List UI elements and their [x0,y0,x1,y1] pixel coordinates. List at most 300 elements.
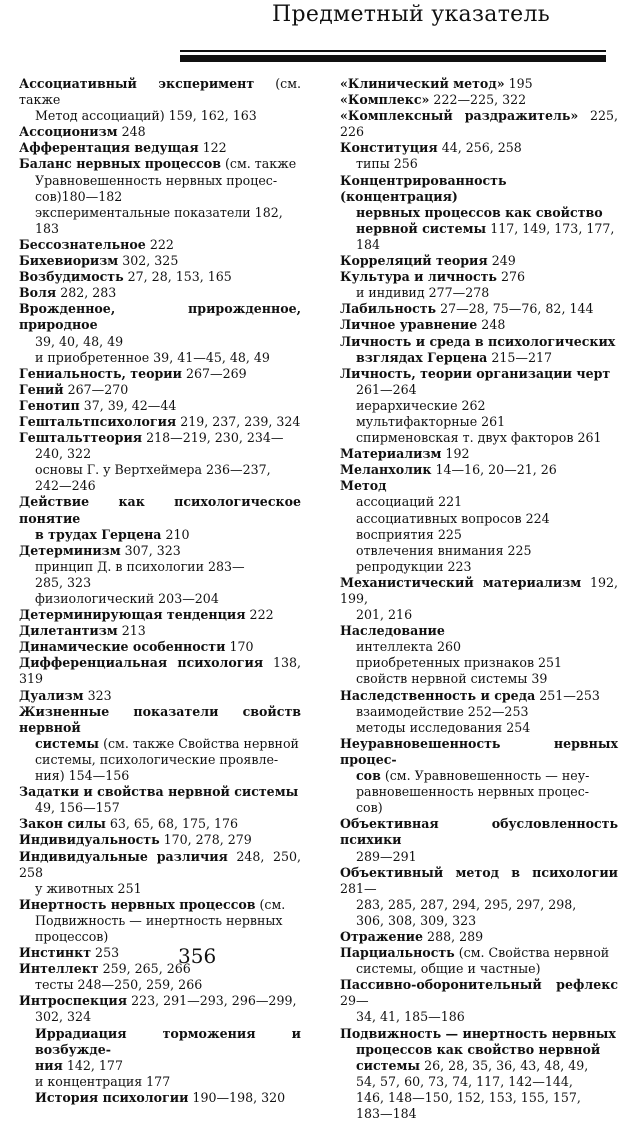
index-term: Неуравновешенность нервных процес- [340,735,618,767]
index-pages: 29— [340,993,369,1009]
header-rule-thin [180,50,606,52]
index-term: взглядах Герцена [356,349,488,365]
index-term: Гештальтпсихология [19,413,177,429]
index-term: Детерминизм [19,542,121,558]
index-term: Корреляций теория [340,253,488,269]
index-text: мультифакторные 261 [356,413,506,429]
index-text: 146, 148—150, 152, 153, 155, 157, [356,1089,581,1105]
page-title: Предметный указатель [272,2,551,27]
index-line [340,736,618,768]
index-text: процессов) [35,928,109,944]
index-entry [19,961,301,993]
index-line [340,688,618,704]
index-column-left [19,76,301,1106]
index-line [340,317,618,333]
index-pages: 170 [225,639,254,655]
index-pages: 192, 199, [340,574,618,606]
index-entry [19,382,301,398]
index-term: Индивидуальность [19,832,160,848]
index-entry [340,108,618,140]
index-pages: 288, 289 [423,928,484,944]
index-entry [340,253,618,269]
index-text: и концентрация 177 [35,1073,171,1089]
index-entry [340,301,618,317]
index-line [340,1090,618,1106]
index-term: Подвижность — инертность нервных [340,1025,616,1041]
index-term: Лабильность [340,301,437,317]
index-text: репродукции 223 [356,558,472,574]
index-term: процессов как свойство нервной [356,1041,601,1057]
index-entry [340,929,618,945]
index-line [340,623,618,639]
index-term: Врожденное, прирожденное, природное [19,301,301,333]
index-entry [19,124,301,140]
index-line [19,76,301,108]
index-term: Задатки и свойства нервной системы [19,784,299,800]
index-text: 201, 216 [356,607,413,623]
index-line [19,881,301,897]
index-line [340,961,618,977]
index-term: Жизненные показатели свойств нервной [19,703,301,735]
index-text: спирменовская т. двух факторов 261 [356,430,602,446]
index-term: История психологии [35,1089,189,1105]
index-line [19,1009,301,1025]
index-term: Меланхолик [340,462,432,478]
index-pages: 276 [496,269,526,285]
index-line [340,221,618,237]
index-line [340,366,618,382]
index-pages: (см. Уравновешенность — неу- [380,768,590,784]
index-pages: 222—225, 322 [429,92,527,108]
index-entry [340,334,618,366]
index-term: Культура и личность [340,269,497,285]
index-pages: 222 [245,607,274,623]
index-line [19,607,301,623]
index-term: Дилетантизм [19,623,118,639]
index-entry [19,269,301,285]
index-entry [19,607,301,623]
index-entry [19,832,301,848]
index-pages: 251—253 [535,687,600,703]
index-text: и приобретенное 39, 41—45, 48, 49 [35,349,270,365]
index-term: Личность, теории организации черт [340,365,611,381]
index-line [340,76,618,92]
index-term: Дуализм [19,687,84,703]
index-term: сов [356,768,381,784]
index-pages: 253 [91,945,120,961]
index-line [340,527,618,543]
index-pages: 213 [117,623,146,639]
index-text: взаимодействие 252—253 [356,703,529,719]
index-term: системы [35,735,100,751]
index-text: основы Г. у Вертхеймера 236—237, [35,462,271,478]
index-line [19,704,301,736]
index-text: ния) 154—156 [35,768,130,784]
index-text: у животных 251 [35,880,142,896]
index-pages: 63, 65, 68, 175, 176 [105,816,239,832]
index-pages: 259, 265, 266 [98,961,191,977]
index-line [340,897,618,913]
index-line [340,140,618,156]
index-pages: 282, 283 [56,285,117,301]
index-pages: 323 [83,687,112,703]
index-line [340,1074,618,1090]
index-pages: 26, 28, 35, 36, 43, 48, 49, [420,1057,589,1073]
index-entry [19,849,301,897]
index-text: 49, 156—157 [35,800,120,816]
index-text: восприятия 225 [356,526,462,542]
index-line [19,736,301,752]
index-text: 240, 322 [35,446,92,462]
index-pages: 192 [441,446,470,462]
index-entry [19,639,301,655]
index-text: физиологический 203—204 [35,591,219,606]
index-term: Возбудимость [19,269,124,285]
index-pages: 170, 278, 279 [159,832,252,848]
index-pages: 215—217 [487,349,553,365]
index-line [340,398,618,414]
index-text: 183 [35,220,60,236]
index-line [340,945,618,961]
index-text: системы, общие и частные) [356,961,541,977]
index-text: 283, 285, 287, 294, 295, 297, 298, [356,896,577,912]
index-text: системы, психологические проявле- [35,751,279,767]
index-text: 184 [356,236,381,252]
index-line [19,1026,301,1058]
index-text: 302, 324 [35,1009,92,1025]
index-term: Ассоционизм [19,124,118,140]
index-line [19,849,301,881]
index-entry [340,478,618,575]
index-line [340,720,618,736]
index-entry [19,237,301,253]
index-pages: 210 [161,526,190,542]
index-entry [340,317,618,333]
index-line [340,430,618,446]
index-line [19,269,301,285]
index-line [340,865,618,897]
index-pages: 267—269 [181,365,247,381]
index-term: Личность и среда в психологических [340,333,616,349]
index-entry [19,1090,301,1106]
index-pages: 27, 28, 153, 165 [123,269,232,285]
index-text: и индивид 277—278 [356,285,490,301]
index-pages: (см. также [220,156,297,172]
index-line [19,784,301,800]
index-term: Закон силы [19,816,106,832]
index-pages: 225, 226 [340,108,618,140]
index-entry [19,366,301,382]
index-line [19,382,301,398]
index-entry [340,76,618,92]
index-entry [340,575,618,623]
index-line [19,800,301,816]
index-line [19,478,301,494]
index-line [340,1106,618,1122]
index-term: ния [35,1057,63,1073]
index-line [19,768,301,784]
index-line [340,334,618,350]
index-line [19,961,301,977]
index-line [19,237,301,253]
index-text: сов) [356,800,383,816]
index-line [19,527,301,543]
index-term: Материализм [340,446,442,462]
index-line [19,688,301,704]
index-term: Бихевиоризм [19,253,119,269]
index-line [19,752,301,768]
index-pages: 138, 319 [19,655,301,687]
index-entry [19,1026,301,1090]
index-pages: 307, 323 [120,542,181,558]
index-line [19,205,301,221]
index-pages: 222 [145,236,174,252]
index-line [19,623,301,639]
index-line [19,655,301,687]
index-entry [19,398,301,414]
index-entry [340,623,618,687]
index-line [340,237,618,253]
index-term: Гениальность, теории [19,365,182,381]
index-line [340,784,618,800]
index-line [19,993,301,1009]
index-pages: 248 [477,317,506,333]
index-text: типы 256 [356,156,418,172]
index-line [340,704,618,720]
index-line [340,816,618,848]
index-text: сов)180—182 [35,188,123,204]
index-entry [19,285,301,301]
index-line [340,639,618,655]
index-entry [19,494,301,542]
index-column-right [340,76,618,1122]
index-term: Наследственность и среда [340,687,536,703]
index-pages: 14—16, 20—21, 26 [431,462,557,478]
index-pages: 219, 237, 239, 324 [176,413,301,429]
index-line [19,253,301,269]
index-term: Индивидуальные различия [19,848,228,864]
index-line [19,366,301,382]
index-line [19,414,301,430]
index-term: Парциальность [340,945,455,961]
index-term: Личное уравнение [340,317,478,333]
index-line [340,350,618,366]
index-term: Действие как психологическое понятие [19,494,301,526]
index-term: Бессознательное [19,236,146,252]
index-text: Уравновешенность нервных процес- [35,172,278,188]
index-term: Генотип [19,397,80,413]
index-term: Инертность нервных процессов [19,896,256,912]
index-entry [19,945,301,961]
index-text: 261—264 [356,381,417,397]
index-entry [340,865,618,929]
index-entry [19,76,301,124]
index-entry [19,993,301,1025]
index-entry [340,140,618,172]
index-term: Ассоциативный эксперимент [19,76,255,91]
index-entry [340,366,618,446]
index-line [19,494,301,526]
index-line [340,205,618,221]
index-pages: (см. Свойства нервной [454,945,610,961]
index-text: методы исследования 254 [356,719,531,735]
index-entry [19,301,301,365]
index-term: Интроспекция [19,993,128,1009]
index-pages: 267—270 [63,381,129,397]
index-entry [340,736,618,816]
index-entry [19,543,301,607]
index-term: Концентрированность (концентрация) [340,172,507,204]
index-pages: 249 [487,253,516,269]
index-term: Наследование [340,623,445,639]
index-pages: 190—198, 320 [188,1089,286,1105]
index-entry [340,688,618,736]
index-line [340,382,618,398]
index-line [340,414,618,430]
index-pages: 223, 291—293, 296—299, [127,993,297,1009]
index-line [19,108,301,124]
index-line [340,655,618,671]
index-term: Баланс нервных процессов [19,156,221,172]
index-entry [19,655,301,687]
index-entry [340,92,618,108]
index-line [19,945,301,961]
index-term: Гений [19,381,64,397]
index-line [340,511,618,527]
index-term: Объективная обусловленность психики [340,816,618,848]
page-number: 356 [178,944,217,968]
index-entry [19,688,301,704]
index-entry [19,140,301,156]
index-term: Метод [340,478,387,494]
index-line [19,977,301,993]
index-entry [340,1026,618,1122]
index-line [19,221,301,237]
index-line [340,849,618,865]
index-pages: 117, 149, 173, 177, [486,220,615,236]
index-term: Пассивно-оборонительный рефлекс [340,977,618,993]
index-line [340,494,618,510]
index-entry [19,430,301,494]
index-line [340,108,618,140]
index-line [19,913,301,929]
index-text: ассоциаций 221 [356,494,463,510]
index-term: Динамические особенности [19,639,226,655]
index-line [340,301,618,317]
index-entry [340,945,618,977]
index-line [340,462,618,478]
index-text: 183—184 [356,1106,417,1121]
index-line [19,575,301,591]
index-line [19,897,301,913]
index-entry [19,253,301,269]
index-term: Иррадиация торможения и возбужде- [35,1025,301,1057]
index-text: иерархические 262 [356,397,486,413]
index-text: экспериментальные показатели 182, [35,204,283,220]
index-term: Детерминирующая тенденция [19,607,246,623]
index-entry [340,816,618,864]
index-line [340,156,618,172]
index-line [19,1090,301,1106]
index-pages: 142, 177 [62,1057,123,1073]
index-line [19,543,301,559]
index-pages: 44, 256, 258 [437,140,522,156]
header-rule-thick [180,55,606,62]
index-line [19,285,301,301]
index-text: приобретенных признаков 251 [356,655,563,671]
index-pages: (см. [255,896,286,912]
index-line [19,929,301,945]
index-term: «Комплекс» [340,92,430,108]
index-pages: 248 [117,124,146,140]
index-entry [19,784,301,816]
index-term: Конституция [340,140,438,156]
index-line [19,301,301,333]
index-entry [340,269,618,301]
index-entry [340,977,618,1025]
index-line [340,800,618,816]
index-text: 242—246 [35,478,96,494]
index-term: Интеллект [19,961,99,977]
index-line [19,639,301,655]
index-pages: 248, 250, 258 [19,848,301,880]
index-line [19,173,301,189]
index-term: Воля [19,285,57,301]
index-entry [19,414,301,430]
index-text: принцип Д. в психологии 283— [35,558,245,574]
index-text: ассоциативных вопросов 224 [356,510,550,526]
index-term: в трудах Герцена [35,526,162,542]
index-term: нервных процессов как свойство [356,204,603,220]
index-term: Объективный метод в психологии [340,864,618,880]
index-line [340,1026,618,1042]
index-text: отвлечения внимания 225 [356,542,532,558]
index-pages: 37, 39, 42—44 [79,397,177,413]
index-entry [19,816,301,832]
index-term: «Комплексный раздражитель» [340,108,579,124]
index-line [340,559,618,575]
index-line [19,1074,301,1090]
index-line [340,253,618,269]
index-line [19,446,301,462]
index-term: Афферентация ведущая [19,140,199,156]
index-line [19,832,301,848]
index-pages: (см. также [19,76,301,108]
index-line [340,269,618,285]
index-line [19,189,301,205]
index-entry [19,156,301,236]
index-line [19,591,301,607]
index-entry [19,704,301,784]
index-entry [340,446,618,462]
index-line [19,156,301,172]
index-term: Инстинкт [19,945,92,961]
index-line [19,816,301,832]
index-text: Метод ассоциаций) 159, 162, 163 [35,108,257,124]
index-line [340,929,618,945]
index-line [19,334,301,350]
index-entry [340,173,618,253]
index-line [340,977,618,1009]
index-text: 289—291 [356,848,417,864]
index-text: 39, 40, 48, 49 [35,333,124,349]
index-line [19,462,301,478]
index-line [340,768,618,784]
index-entry [19,897,301,945]
index-line [340,1058,618,1074]
index-pages: (см. также Свойства нервной [99,735,299,751]
index-line [340,575,618,607]
